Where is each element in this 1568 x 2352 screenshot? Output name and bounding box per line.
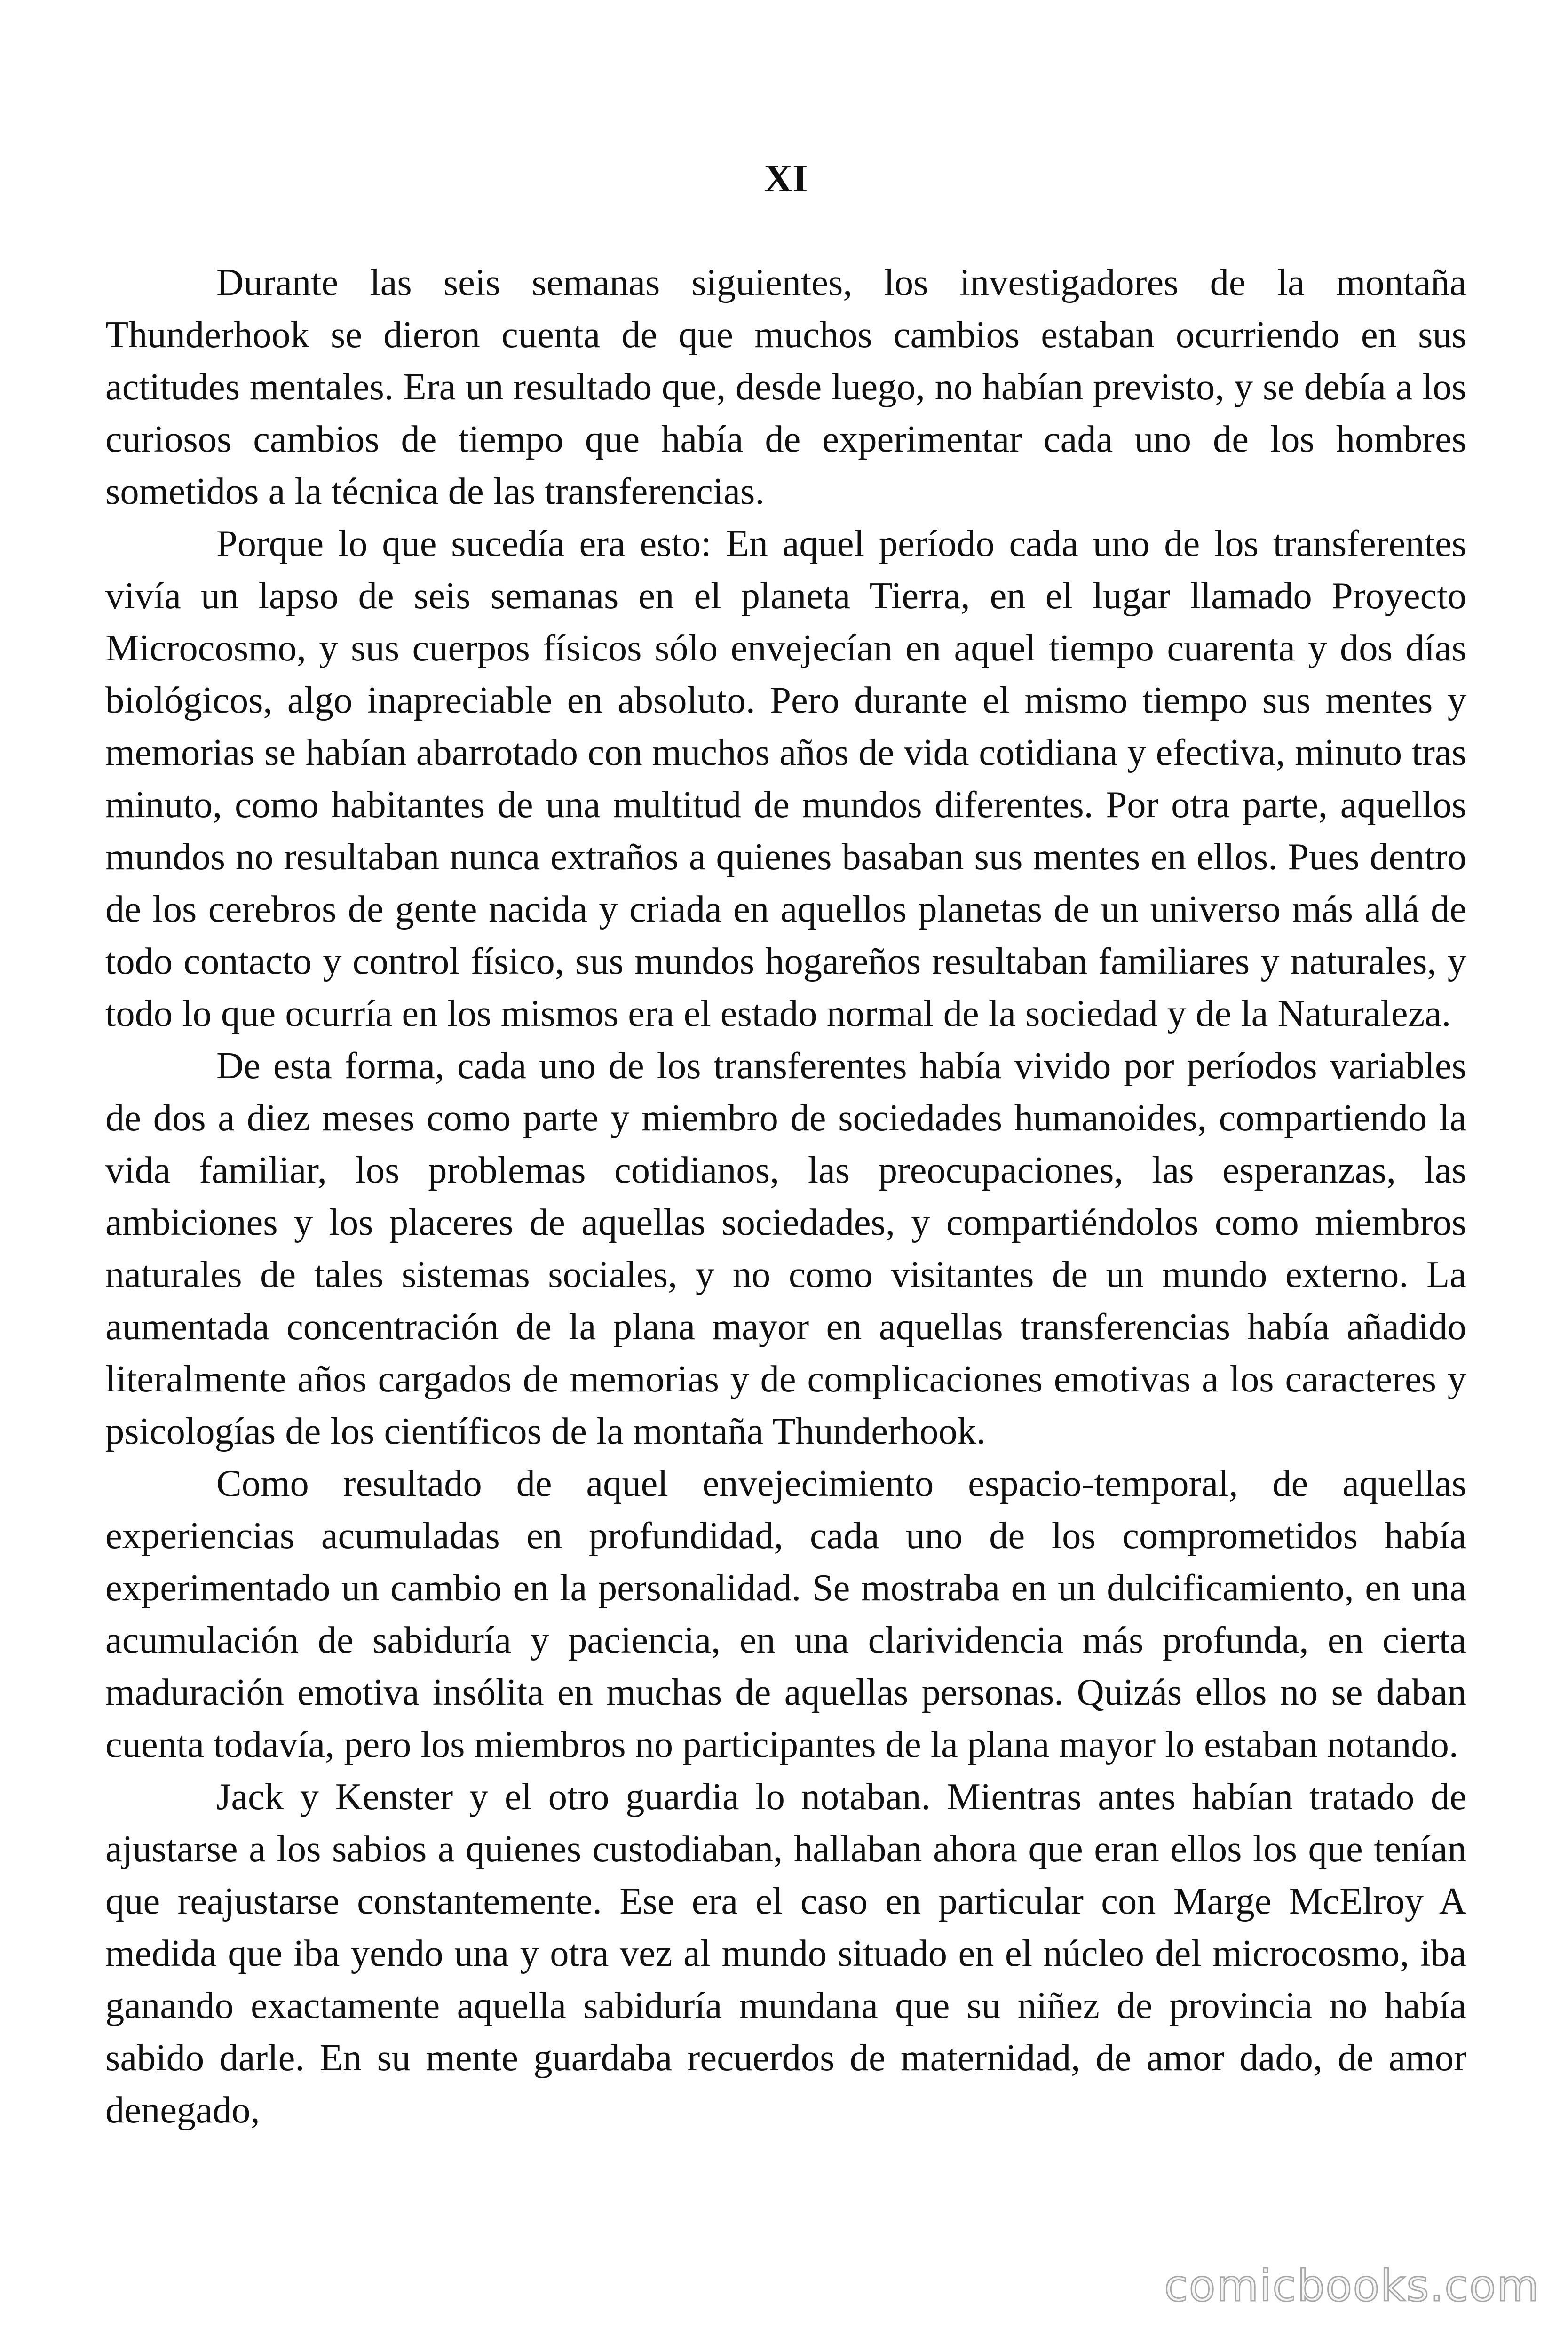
paragraph: Porque lo que sucedía era esto: En aquel período cada uno de los transferentes vivía un lapso de seis semanas en el planeta Tierra, en el lugar llamado Proyecto Microcosmo, y sus cuerpos físicos sólo envejecían en aquel tiempo cuarenta y dos días biológicos, algo inapreciable en absoluto. Pero durante el mismo tiempo sus mentes y memorias se habían abarrotado con muchos años de vida cotidiana y efectiva, minuto tras minuto, como habitantes de una multitud de mundos diferentes. Por otra parte, aquellos mundos no resultaban nunca extraños a quienes basaban sus mentes en ellos. Pues dentro de los cerebros de gente nacida y criada en aquellos planetas de un universo más allá de todo contacto y control físico, sus mundos hogareños resultaban familiares y naturales, y todo lo que ocurría en los mismos era el estado normal de la sociedad y de la Naturaleza. xyxy=(105,523,1466,1034)
paragraph: De esta forma, cada uno de los transferentes había vivido por períodos variables de dos a diez meses como parte y miembro de sociedades humanoides, compartiendo la vida familiar, los problemas cotidianos, las preocupaciones, las esperanzas, las ambiciones y los placeres de aquellas sociedades, y compartiéndolos como miembros naturales de tales sistemas sociales, y no como visitantes de un mundo externo. La aumentada concentración de la plana mayor en aquellas transferencias había añadido literalmente años cargados de memorias y de complicaciones emotivas a los caracteres y psicologías de los científicos de la montaña Thunderhook. xyxy=(105,1045,1466,1452)
paragraph: Durante las seis semanas siguientes, los investigadores de la montaña Thunderhook se dieron cuenta de que muchos cambios estaban ocurriendo en sus actitudes mentales. Era un resultado que, desde luego, no habían previsto, y se debía a los curiosos cambios de tiempo que había de experimentar cada uno de los hombres sometidos a la técnica de las transferencias. xyxy=(105,262,1466,512)
paragraph: Como resultado de aquel envejecimiento espacio-temporal, de aquellas experiencias acumuladas en profundidad, cada uno de los comprometidos había experimentado un cambio en la personalidad. Se mostraba en un dulcificamiento, en una acumulación de sabiduría y paciencia, en una clarividencia más profunda, en cierta maduración emotiva insólita en muchas de aquellas personas. Quizás ellos no se daban cuenta todavía, pero los miembros no participantes de la plana mayor lo estaban notando. xyxy=(105,1462,1466,1765)
site-watermark: comicbooks.com xyxy=(1164,2261,1540,2311)
book-page xyxy=(105,0,1466,2352)
chapter-title: XI xyxy=(764,157,808,200)
paragraph: Jack y Kenster y el otro guardia lo notaban. Mientras antes habían tratado de ajustarse a los sabios a quienes custodiaban, hallaban ahora que eran ellos los que tenían que reajustarse constantemente. Ese era el caso en particular con Marge McElroy A medida que iba yendo una y otra vez al mundo situado en el núcleo del microcosmo, iba ganando exactamente aquella sabiduría mundana que su niñez de provincia no había sabido darle. En su mente guardaba recuerdos de maternidad, de amor dado, de amor denegado, xyxy=(105,1776,1466,2131)
chapter-body xyxy=(105,256,1466,2136)
